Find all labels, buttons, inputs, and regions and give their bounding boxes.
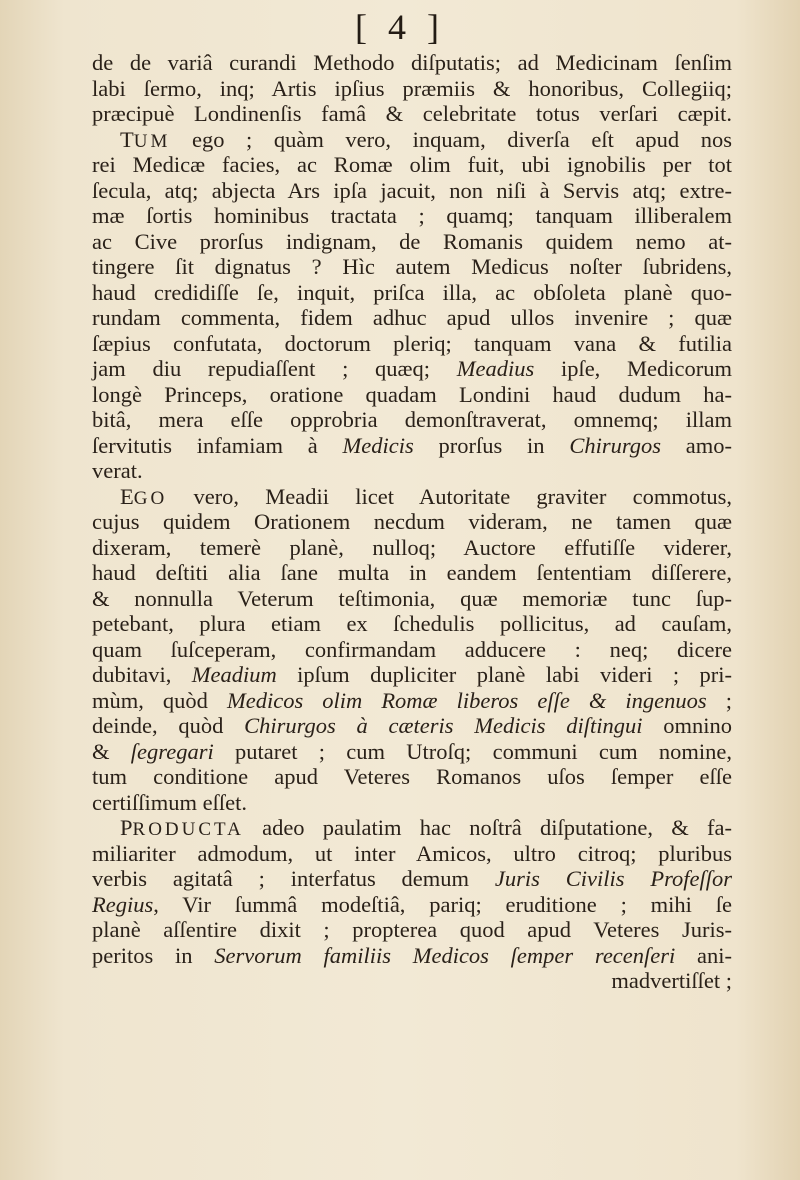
italic-text: Medicis [342,432,414,458]
text-segment: peritos in [92,942,215,968]
text-segment: P [120,815,133,840]
text-line [92,509,732,535]
text-line [92,662,732,688]
text-line [92,815,732,841]
text-segment: T [120,126,134,152]
text-line [92,611,732,637]
text-line [92,50,732,76]
small-caps-text: UM [133,130,171,152]
page-number: [ 4 ] [355,7,445,47]
text-segment: E [120,483,134,509]
text-segment: vero, Meadii licet Autoritate graviter commotus, [167,483,732,509]
text-segment: ſervitutis infamiam à [92,432,343,458]
text-segment: ac Cive prorſus indignam, de Romanis quidem nemo at- [92,228,732,254]
text-segment: omnino [642,713,732,738]
italic-text: Chirurgos [569,432,662,458]
text-line [92,76,732,102]
small-caps-text: RODUCTA [132,819,244,840]
italic-text: Regius [92,891,154,917]
text-segment: rei Medicæ facies, ac Romæ olim fuit, ubi ignobilis per tot [92,152,732,177]
text-segment: dixeram, temerè planè, nulloq; Auctore effutiſſe viderer, [92,534,732,560]
text-line [92,535,732,561]
text-segment: certiſſimum eſſet. [92,789,247,815]
text-segment: ſæpius confutata, doctorum pleriq; tanquam vana & futilia [92,330,732,356]
text-line [92,917,732,943]
text-line [92,101,732,127]
text-segment: dubitavi, [92,662,192,687]
text-segment: , Vir ſummâ modeſtiâ, pariq; eruditione ; mihi ſe [153,891,732,917]
text-segment: tum conditione apud Veteres Romanos uſos ſemper eſſe [92,764,732,789]
text-line [92,739,732,765]
text-line [92,229,732,255]
text-segment: cujus quidem Orationem necdum videram, ne tamen quæ [92,509,732,534]
text-segment: verat. [92,458,143,483]
text-segment: quam ſuſceperam, confirmandam adducere : neq; dicere [92,636,732,662]
italic-text: ſegregari [130,738,214,764]
italic-text: Medicos olim Romæ liberos eſſe & ingenuos [226,687,707,713]
text-line [92,866,732,892]
text-line [92,127,732,153]
text-segment: miliariter admodum, ut inter Amicos, ultro citroq; pluribus [92,840,732,866]
italic-text: Chirurgos à cæteris Medicis diſtingui [244,713,643,738]
text-segment: verbis agitatâ ; interfatus demum [92,866,495,891]
text-line [92,458,732,484]
text-segment: madvertiſſet ; [611,968,732,993]
text-segment: prorſus in [413,432,570,458]
text-line [92,713,732,739]
text-line [92,688,732,714]
text-segment: haud credidiſſe ſe, inquit, priſca illa, ac obſoleta planè quo- [92,279,732,305]
text-line [92,331,732,357]
body-text [92,50,732,994]
text-segment: putaret ; cum Utroſq; communi cum nomine, [213,738,732,764]
text-line [92,407,732,433]
text-segment: & [92,738,131,764]
text-line [92,586,732,612]
text-segment: adeo paulatim hac noſtrâ diſputatione, & fa- [243,815,732,840]
text-segment: & nonnulla Veterum teſtimonia, quæ memoriæ tunc ſup- [92,585,732,611]
text-segment: ani- [675,942,733,968]
text-segment: mæ ſortis hominibus tractata ; quamq; tanquam illiberalem [92,203,732,228]
text-line [92,433,732,459]
italic-text: Servorum familiis Medicos ſemper recenſeri [214,942,676,968]
text-segment: deinde, quòd [92,713,245,738]
text-segment: amo- [661,432,733,458]
text-segment: bitâ, mera eſſe opprobria demonſtraverat, omnemq; illam [92,407,732,432]
text-line [92,892,732,918]
text-segment: jam diu repudiaſſent ; quæq; [92,356,457,381]
text-segment: ſecula, atq; abjecta Ars ipſa jacuit, non niſi à Servis atq; extre- [92,177,732,203]
text-segment: rundam commenta, fidem adhuc apud ullos invenire ; quæ [92,305,732,330]
text-segment: petebant, plura etiam ex ſchedulis pollicitus, ad cauſam, [92,611,732,636]
text-segment: de de variâ curandi Methodo diſputatis; ad Medicinam ſenſim [92,50,732,75]
text-line [92,764,732,790]
text-segment: planè aſſentire dixit ; propterea quod apud Veteres Juris- [92,917,732,942]
text-line [92,637,732,663]
text-line [92,152,732,178]
text-segment: mùm, quòd [92,687,227,713]
small-caps-text: GO [133,487,168,509]
text-segment: tingere ſit dignatus ? Hìc autem Medicus noſter ſubridens, [92,254,732,279]
text-segment: præcipuè Londinenſis famâ & celebritate totus verſari cæpit. [92,101,732,126]
text-line [92,484,732,510]
text-line [92,560,732,586]
text-line [92,943,732,969]
text-line [92,305,732,331]
text-segment: ipſe, Medicorum [534,356,732,381]
italic-text: Meadium [191,662,277,687]
text-line [92,280,732,306]
text-line [92,178,732,204]
text-segment: longè Princeps, oratione quadam Londini haud dudum ha- [92,381,732,407]
text-segment: haud deſtiti alia ſane multa in eandem ſententiam diſſerere, [92,560,732,585]
text-line [92,356,732,382]
text-segment: ; [706,687,732,713]
text-line [92,382,732,408]
text-segment: ipſum dupliciter planè labi videri ; pri- [276,662,732,687]
italic-text: Juris Civilis Profeſſor [494,866,732,891]
text-line [92,968,732,994]
text-segment: labi ſermo, inq; Artis ipſius præmiis & honoribus, Collegiiq; [92,75,732,101]
text-line [92,254,732,280]
text-segment: ego ; quàm vero, inquam, diverſa eſt apud nos [170,126,732,152]
text-line [92,841,732,867]
text-line [92,203,732,229]
italic-text: Meadius [456,356,535,381]
text-line [92,790,732,816]
